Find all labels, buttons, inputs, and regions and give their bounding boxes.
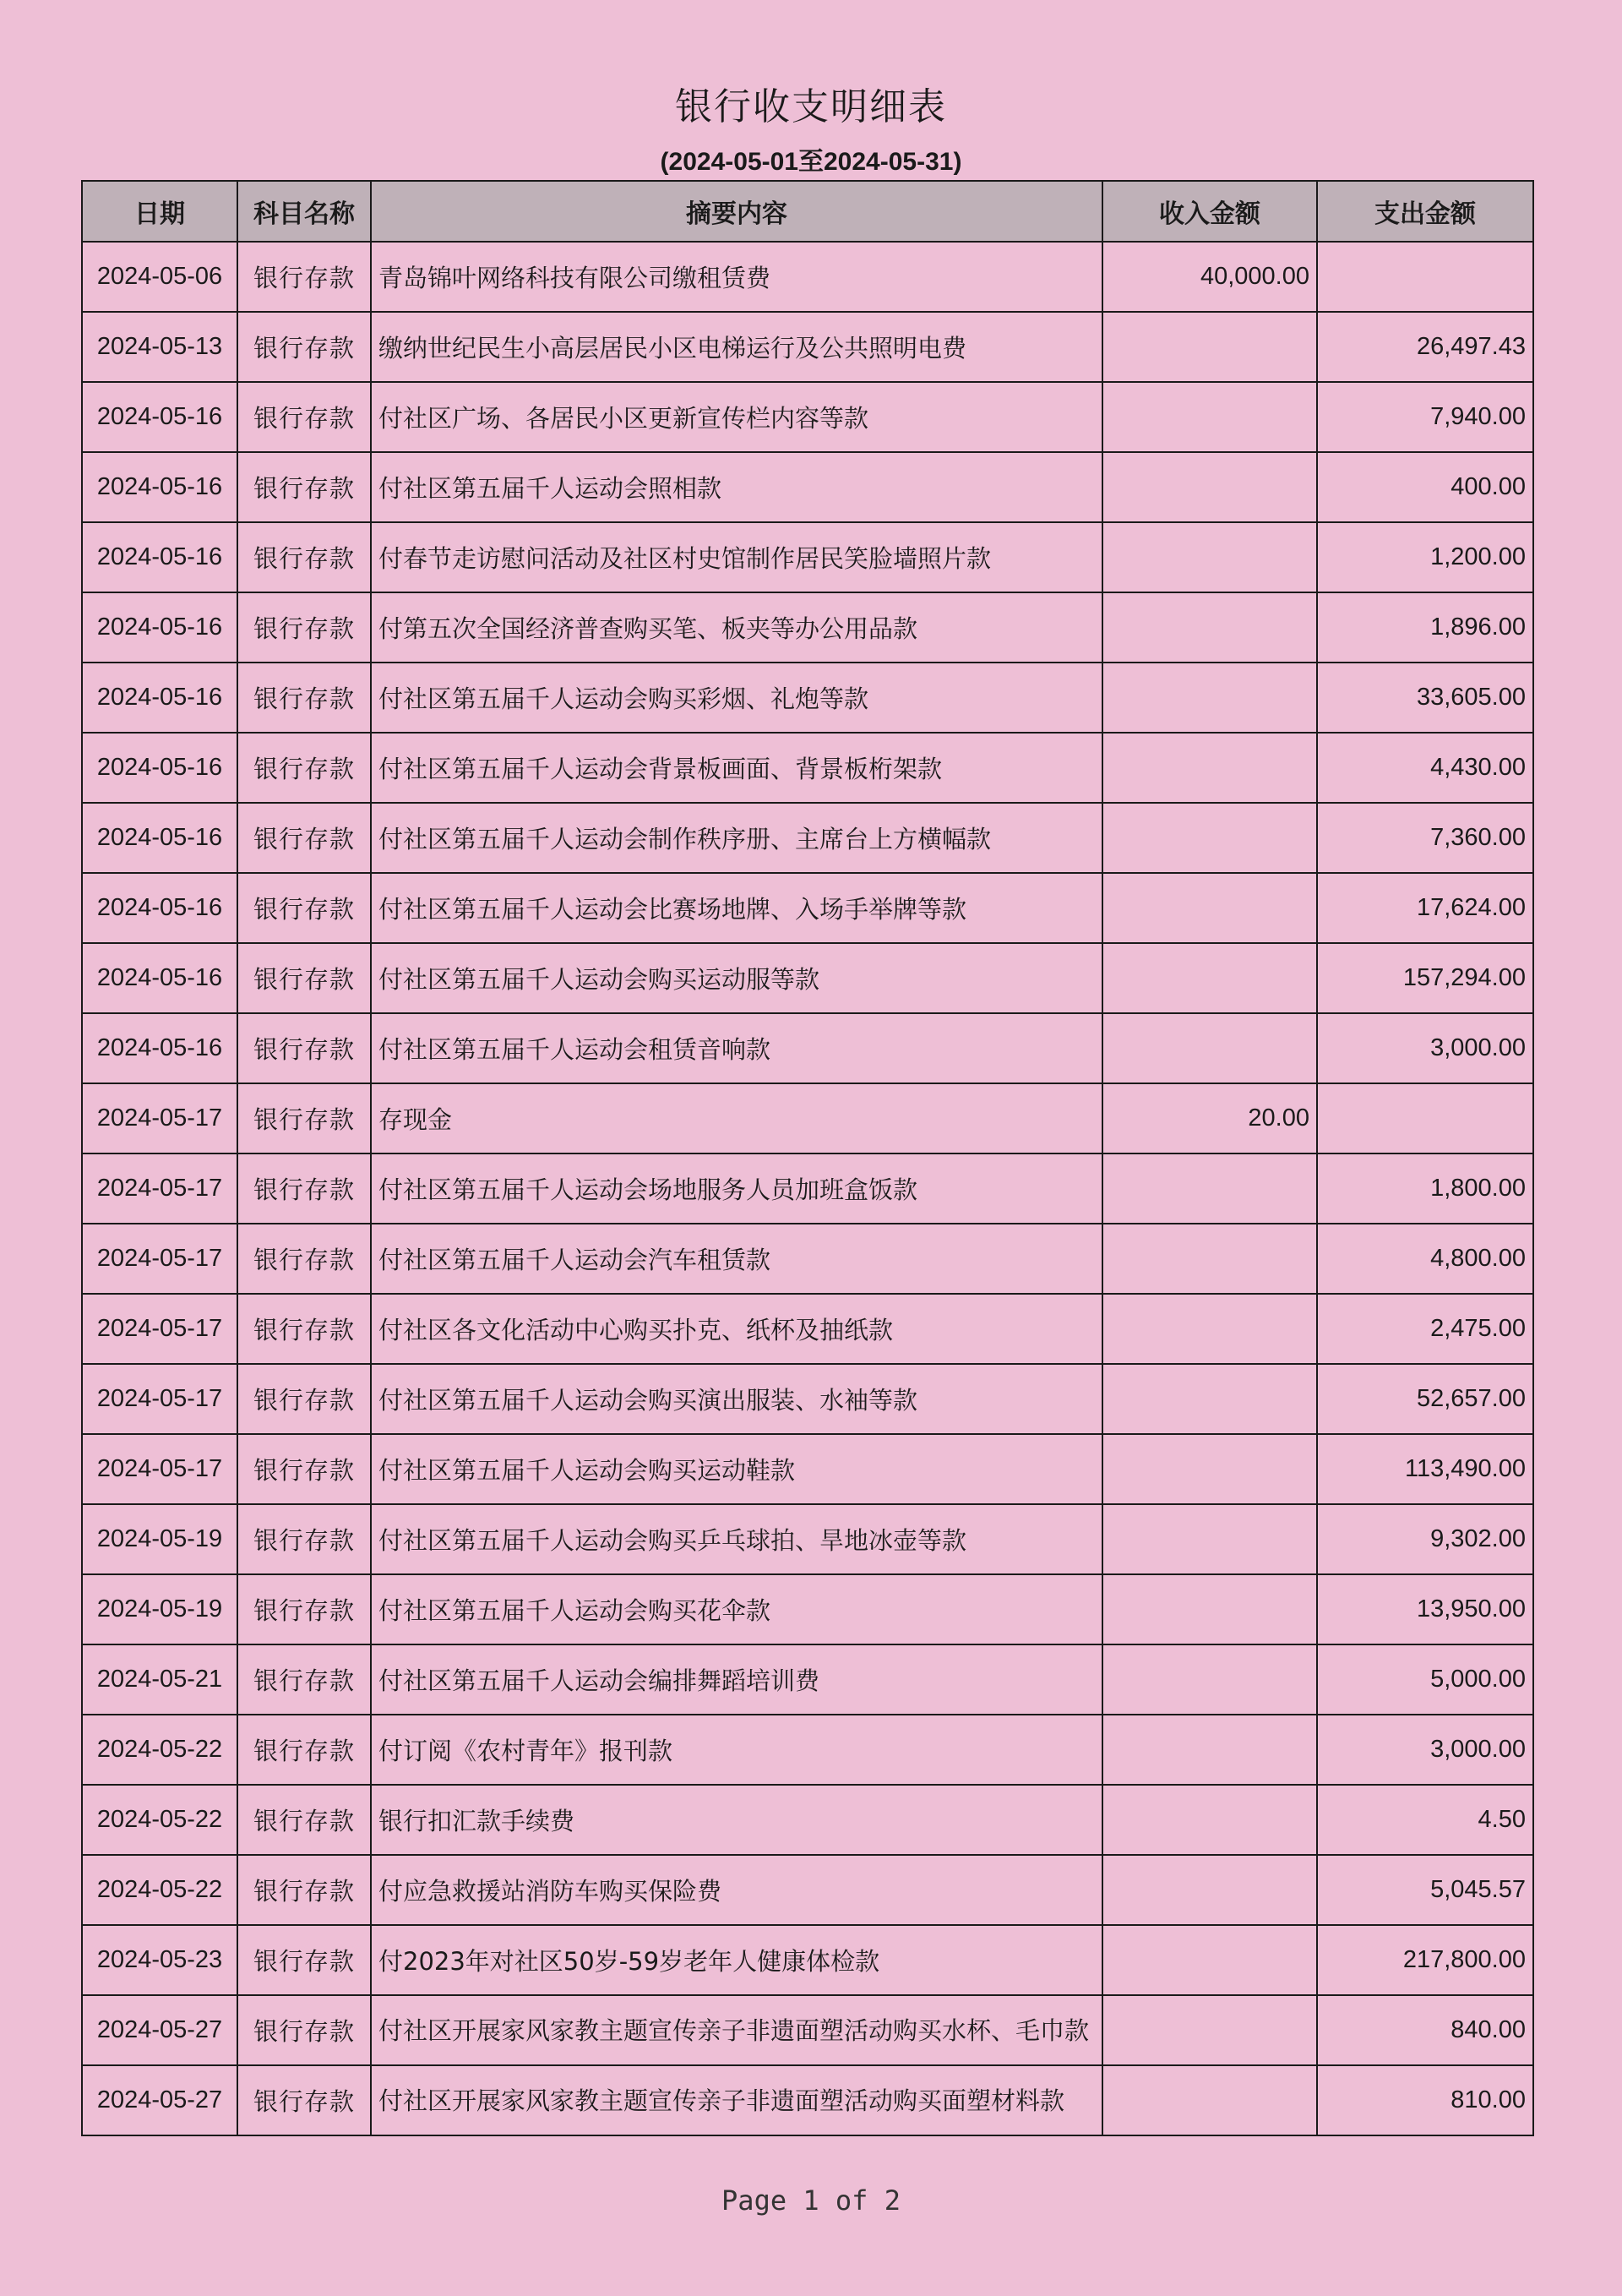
table-row (82, 2065, 1533, 2135)
income-cell (1102, 1785, 1317, 1855)
subject-cell: 银行存款 (237, 1434, 371, 1504)
income-cell: 20.00 (1102, 1083, 1317, 1153)
subject-cell: 银行存款 (237, 1715, 371, 1785)
date-cell: 2024-05-16 (82, 733, 237, 803)
expense-cell: 1,200.00 (1317, 522, 1533, 592)
date-cell: 2024-05-27 (82, 2065, 237, 2135)
header-row (82, 181, 1533, 242)
summary-cell: 付社区第五届千人运动会比赛场地牌、入场手举牌等款 (371, 873, 1102, 943)
table-row (82, 1013, 1533, 1083)
expense-cell: 9,302.00 (1317, 1504, 1533, 1574)
table-row (82, 312, 1533, 382)
summary-cell: 存现金 (371, 1083, 1102, 1153)
subject-cell: 银行存款 (237, 452, 371, 522)
income-cell (1102, 1715, 1317, 1785)
expense-cell: 52,657.00 (1317, 1364, 1533, 1434)
summary-cell: 付社区各文化活动中心购买扑克、纸杯及抽纸款 (371, 1294, 1102, 1364)
date-cell: 2024-05-16 (82, 1013, 237, 1083)
summary-cell: 付社区开展家风家教主题宣传亲子非遗面塑活动购买水杯、毛巾款 (371, 1995, 1102, 2065)
expense-cell: 13,950.00 (1317, 1574, 1533, 1644)
table-row (82, 1855, 1533, 1925)
summary-cell: 付应急救援站消防车购买保险费 (371, 1855, 1102, 1925)
income-cell (1102, 1504, 1317, 1574)
expense-cell: 7,940.00 (1317, 382, 1533, 452)
summary-cell: 付社区第五届千人运动会汽车租赁款 (371, 1224, 1102, 1294)
table-row (82, 1224, 1533, 1294)
expense-cell: 4,430.00 (1317, 733, 1533, 803)
subject-cell: 银行存款 (237, 2065, 371, 2135)
subject-cell: 银行存款 (237, 1995, 371, 2065)
subject-cell: 银行存款 (237, 522, 371, 592)
summary-cell: 付社区第五届千人运动会购买运动服等款 (371, 943, 1102, 1013)
expense-cell: 113,490.00 (1317, 1434, 1533, 1504)
subject-cell: 银行存款 (237, 592, 371, 663)
subject-cell: 银行存款 (237, 873, 371, 943)
subject-cell: 银行存款 (237, 1925, 371, 1995)
date-cell: 2024-05-17 (82, 1083, 237, 1153)
date-cell: 2024-05-17 (82, 1434, 237, 1504)
subject-cell: 银行存款 (237, 733, 371, 803)
expense-cell: 1,896.00 (1317, 592, 1533, 663)
subject-cell: 银行存款 (237, 1153, 371, 1224)
income-cell (1102, 873, 1317, 943)
date-cell: 2024-05-22 (82, 1785, 237, 1855)
table-row (82, 592, 1533, 663)
expense-cell: 4,800.00 (1317, 1224, 1533, 1294)
table-row (82, 663, 1533, 733)
expense-cell: 17,624.00 (1317, 873, 1533, 943)
table-row (82, 943, 1533, 1013)
table-row (82, 1153, 1533, 1224)
date-cell: 2024-05-17 (82, 1364, 237, 1434)
date-cell: 2024-05-27 (82, 1995, 237, 2065)
income-cell (1102, 1925, 1317, 1995)
summary-cell: 缴纳世纪民生小高层居民小区电梯运行及公共照明电费 (371, 312, 1102, 382)
table-row (82, 1434, 1533, 1504)
expense-cell: 4.50 (1317, 1785, 1533, 1855)
subject-cell: 银行存款 (237, 1083, 371, 1153)
date-cell: 2024-05-23 (82, 1925, 237, 1995)
summary-cell: 付社区第五届千人运动会背景板画面、背景板桁架款 (371, 733, 1102, 803)
expense-cell: 2,475.00 (1317, 1294, 1533, 1364)
summary-cell: 付社区第五届千人运动会购买乒乓球拍、旱地冰壶等款 (371, 1504, 1102, 1574)
date-cell: 2024-05-16 (82, 663, 237, 733)
income-cell (1102, 1013, 1317, 1083)
table-row (82, 873, 1533, 943)
expense-cell (1317, 1083, 1533, 1153)
summary-cell: 付社区第五届千人运动会编排舞蹈培训费 (371, 1644, 1102, 1715)
expense-cell: 840.00 (1317, 1995, 1533, 2065)
table-row (82, 1294, 1533, 1364)
income-cell (1102, 1644, 1317, 1715)
subject-cell: 银行存款 (237, 382, 371, 452)
income-cell (1102, 382, 1317, 452)
expense-cell: 3,000.00 (1317, 1013, 1533, 1083)
income-cell (1102, 1294, 1317, 1364)
table-row (82, 452, 1533, 522)
income-cell: 40,000.00 (1102, 242, 1317, 312)
expense-cell: 217,800.00 (1317, 1925, 1533, 1995)
header-subject: 科目名称 (237, 181, 371, 242)
summary-cell: 付订阅《农村青年》报刊款 (371, 1715, 1102, 1785)
income-cell (1102, 803, 1317, 873)
date-cell: 2024-05-22 (82, 1855, 237, 1925)
date-cell: 2024-05-17 (82, 1294, 237, 1364)
table-row (82, 382, 1533, 452)
income-cell (1102, 1224, 1317, 1294)
table-row (82, 242, 1533, 312)
summary-cell: 付社区第五届千人运动会场地服务人员加班盒饭款 (371, 1153, 1102, 1224)
summary-cell: 付社区第五届千人运动会购买彩烟、礼炮等款 (371, 663, 1102, 733)
date-cell: 2024-05-17 (82, 1224, 237, 1294)
summary-cell: 付春节走访慰问活动及社区村史馆制作居民笑脸墙照片款 (371, 522, 1102, 592)
income-cell (1102, 1434, 1317, 1504)
document-title: 银行收支明细表 (675, 85, 947, 128)
date-cell: 2024-05-19 (82, 1504, 237, 1574)
income-cell (1102, 592, 1317, 663)
income-cell (1102, 1364, 1317, 1434)
subject-cell: 银行存款 (237, 663, 371, 733)
table-row (82, 1715, 1533, 1785)
ledger-table (81, 180, 1534, 2136)
date-cell: 2024-05-13 (82, 312, 237, 382)
date-cell: 2024-05-17 (82, 1153, 237, 1224)
expense-cell: 3,000.00 (1317, 1715, 1533, 1785)
header-income: 收入金额 (1102, 181, 1317, 242)
expense-cell: 33,605.00 (1317, 663, 1533, 733)
income-cell (1102, 943, 1317, 1013)
summary-cell: 付2023年对社区50岁-59岁老年人健康体检款 (371, 1925, 1102, 1995)
expense-cell: 5,045.57 (1317, 1855, 1533, 1925)
table-row (82, 1785, 1533, 1855)
subject-cell: 银行存款 (237, 1644, 371, 1715)
subject-cell: 银行存款 (237, 1574, 371, 1644)
date-cell: 2024-05-16 (82, 873, 237, 943)
date-cell: 2024-05-19 (82, 1574, 237, 1644)
summary-cell: 青岛锦叶网络科技有限公司缴租赁费 (371, 242, 1102, 312)
subject-cell: 银行存款 (237, 1224, 371, 1294)
header-expense: 支出金额 (1317, 181, 1533, 242)
date-cell: 2024-05-16 (82, 803, 237, 873)
page-indicator: Page 1 of 2 (721, 2184, 901, 2217)
expense-cell: 5,000.00 (1317, 1644, 1533, 1715)
subject-cell: 银行存款 (237, 1294, 371, 1364)
subject-cell: 银行存款 (237, 242, 371, 312)
income-cell (1102, 733, 1317, 803)
summary-cell: 银行扣汇款手续费 (371, 1785, 1102, 1855)
table-row (82, 803, 1533, 873)
summary-cell: 付社区第五届千人运动会购买运动鞋款 (371, 1434, 1102, 1504)
expense-cell: 157,294.00 (1317, 943, 1533, 1013)
table-row (82, 1995, 1533, 2065)
date-cell: 2024-05-16 (82, 452, 237, 522)
subject-cell: 银行存款 (237, 312, 371, 382)
subject-cell: 银行存款 (237, 1785, 371, 1855)
ledger-body (82, 242, 1533, 2135)
summary-cell: 付社区第五届千人运动会购买花伞款 (371, 1574, 1102, 1644)
table-row (82, 1364, 1533, 1434)
table-row (82, 1925, 1533, 1995)
income-cell (1102, 663, 1317, 733)
table-row (82, 733, 1533, 803)
income-cell (1102, 2065, 1317, 2135)
expense-cell: 26,497.43 (1317, 312, 1533, 382)
table-row (82, 522, 1533, 592)
date-cell: 2024-05-16 (82, 522, 237, 592)
table-row (82, 1644, 1533, 1715)
expense-cell: 810.00 (1317, 2065, 1533, 2135)
summary-cell: 付社区第五届千人运动会购买演出服装、水袖等款 (371, 1364, 1102, 1434)
expense-cell: 400.00 (1317, 452, 1533, 522)
income-cell (1102, 1995, 1317, 2065)
summary-cell: 付社区第五届千人运动会制作秩序册、主席台上方横幅款 (371, 803, 1102, 873)
income-cell (1102, 522, 1317, 592)
date-cell: 2024-05-16 (82, 943, 237, 1013)
subject-cell: 银行存款 (237, 943, 371, 1013)
subject-cell: 银行存款 (237, 803, 371, 873)
period-range: (2024-05-01至2024-05-31) (660, 148, 962, 176)
income-cell (1102, 312, 1317, 382)
income-cell (1102, 1153, 1317, 1224)
income-cell (1102, 452, 1317, 522)
summary-cell: 付社区广场、各居民小区更新宣传栏内容等款 (371, 382, 1102, 452)
summary-cell: 付社区开展家风家教主题宣传亲子非遗面塑活动购买面塑材料款 (371, 2065, 1102, 2135)
table-row (82, 1083, 1533, 1153)
date-cell: 2024-05-16 (82, 382, 237, 452)
income-cell (1102, 1855, 1317, 1925)
expense-cell: 7,360.00 (1317, 803, 1533, 873)
table-row (82, 1504, 1533, 1574)
summary-cell: 付社区第五届千人运动会租赁音响款 (371, 1013, 1102, 1083)
income-cell (1102, 1574, 1317, 1644)
date-cell: 2024-05-16 (82, 592, 237, 663)
date-cell: 2024-05-06 (82, 242, 237, 312)
table-row (82, 1574, 1533, 1644)
date-cell: 2024-05-22 (82, 1715, 237, 1785)
summary-cell: 付社区第五届千人运动会照相款 (371, 452, 1102, 522)
header-summary: 摘要内容 (371, 181, 1102, 242)
subject-cell: 银行存款 (237, 1364, 371, 1434)
subject-cell: 银行存款 (237, 1855, 371, 1925)
summary-cell: 付第五次全国经济普查购买笔、板夹等办公用品款 (371, 592, 1102, 663)
date-cell: 2024-05-21 (82, 1644, 237, 1715)
expense-cell: 1,800.00 (1317, 1153, 1533, 1224)
header-date: 日期 (82, 181, 237, 242)
subject-cell: 银行存款 (237, 1013, 371, 1083)
expense-cell (1317, 242, 1533, 312)
subject-cell: 银行存款 (237, 1504, 371, 1574)
